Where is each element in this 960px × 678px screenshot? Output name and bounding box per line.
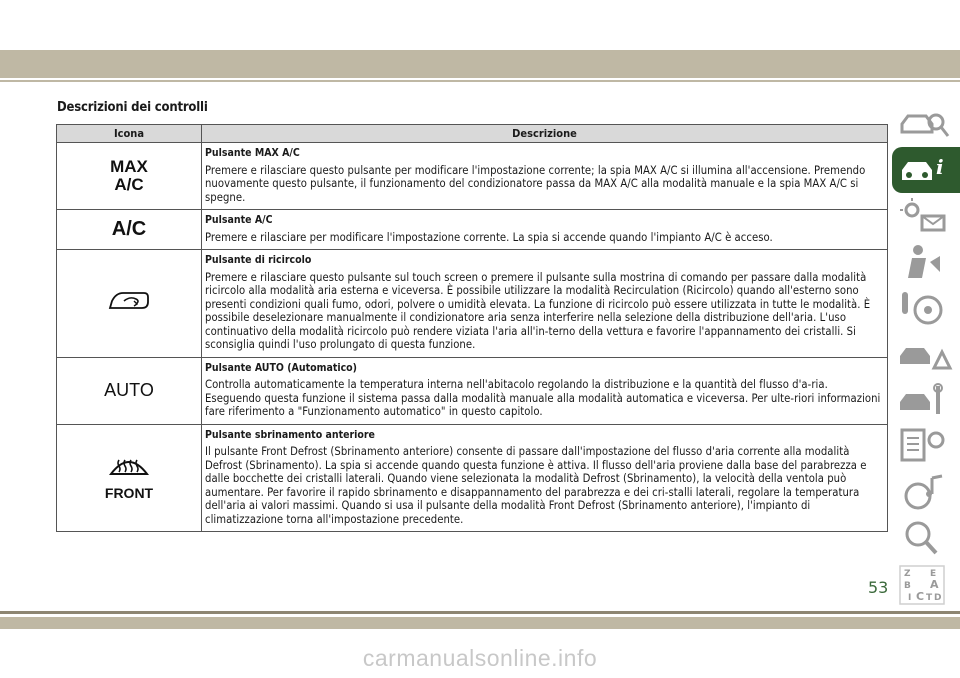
steering-wheel-icon xyxy=(896,288,956,328)
row-text: Premere e rilasciare questo pulsante per modificare l'impostazione corrente; la spia MAX A/C si illumina all'accensione. Premendo nuovamente questo pulsante, il funzionamento del condizionatore passa da MAX A/C alla modalità manuale e la spia MAX A/C si spegne. xyxy=(205,163,866,204)
nav-steering[interactable] xyxy=(892,285,960,331)
table-row xyxy=(57,357,888,424)
row-title: Pulsante MAX A/C xyxy=(205,147,300,159)
footer-band xyxy=(0,617,960,629)
table-header-row xyxy=(57,125,888,143)
table-row xyxy=(57,210,888,250)
breakdown-warning-icon xyxy=(896,334,956,374)
index-letter: D xyxy=(934,593,942,603)
max-ac-icon xyxy=(57,143,202,210)
max-ac-label-line2: A/C xyxy=(114,175,144,194)
index-letter: C xyxy=(916,590,925,603)
index-letter: B xyxy=(904,581,911,591)
safety-airbag-icon xyxy=(896,242,956,282)
controls-table xyxy=(56,124,888,532)
warning-lights-icon xyxy=(896,196,956,236)
index-icon xyxy=(896,564,956,608)
ac-icon xyxy=(57,210,202,250)
chapter-sidebar xyxy=(892,101,960,607)
nav-specifications[interactable] xyxy=(892,423,960,469)
multimedia-icon xyxy=(896,472,956,512)
nav-search[interactable] xyxy=(892,515,960,561)
footer-rule xyxy=(0,611,960,614)
index-letter: Z xyxy=(904,569,911,579)
nav-car-search[interactable] xyxy=(892,101,960,147)
row-text: Controlla automaticamente la temperatura interna nell'abitacolo regolando la distribuzione e la quantità del flusso d'a-ria. Eseguendo questa funzione il sistema passa dalla modalità manuale alla modalità automatica e viceversa. Per ulte-riori informazioni fare riferimento a "Funzionamento automatico" in questo capitolo. xyxy=(205,378,881,418)
front-label: FRONT xyxy=(104,485,154,502)
index-letter: E xyxy=(930,569,937,579)
table-row xyxy=(57,424,888,532)
recirculation-icon xyxy=(57,250,202,358)
search-icon xyxy=(896,518,956,558)
auto-icon xyxy=(57,357,202,424)
specifications-icon xyxy=(896,426,956,466)
row-title: Pulsante sbrinamento anteriore xyxy=(205,428,375,441)
row-text: Premere e rilasciare per modificare l'impostazione corrente. La spia si accende quando l'impianto A/C è acceso. xyxy=(205,230,773,244)
nav-breakdown[interactable] xyxy=(892,331,960,377)
nav-warning-lights[interactable] xyxy=(892,193,960,239)
nav-index[interactable] xyxy=(892,561,960,607)
index-letter: I xyxy=(908,593,912,603)
row-description xyxy=(202,357,888,424)
page-number: 53 xyxy=(868,578,889,597)
table-row xyxy=(57,143,888,210)
nav-multimedia[interactable] xyxy=(892,469,960,515)
car-search-icon xyxy=(896,104,956,144)
front-defrost-icon xyxy=(57,424,202,532)
nav-car-info[interactable] xyxy=(892,147,960,193)
row-description xyxy=(202,424,888,532)
nav-service[interactable] xyxy=(892,377,960,423)
car-service-icon xyxy=(896,380,956,420)
index-letter: T xyxy=(926,593,933,603)
ac-label: A/C xyxy=(111,218,147,240)
svg-text:i: i xyxy=(936,155,944,179)
column-header-icon: Icona xyxy=(57,125,202,143)
header-rule xyxy=(0,80,960,82)
header-band xyxy=(0,50,960,78)
row-title: Pulsante AUTO (Automatico) xyxy=(205,361,357,374)
row-text: Il pulsante Front Defrost (Sbrinamento anteriore) consente di passare dall'impostazione del flusso d'aria corrente alla modalità Defrost (Sbrinamento). La spia si accende quando questa funzione è attiva. Il flusso dell'aria proviene dalla base del parabrezza e dalle bocchette dei cristalli laterali. Quando viene selezionata la modalità Defrost (Sbrinamento), la velocità della ventola può aumentare. Per favorire il rapido sbrinamento e disappannamento del parabrezza e dei cri-stalli laterali, regolare la temperatura dell'aria ai valori massimi. Quando si usa il pulsante della modalità Front Defrost (Sbrinamento anteriore), l'impianto di climatizzazione torna all'impostazione precedente. xyxy=(205,445,867,526)
auto-label: AUTO xyxy=(104,380,154,400)
watermark: carmanualsonline.info xyxy=(362,645,598,671)
row-text: Premere e rilasciare questo pulsante sul touch screen o premere il pulsante sulla mostrina di comando per passare dalla modalità ricircolo alla modalità aria esterna e viceversa. È possibile utilizzare la modalità Recirculation (Ricircolo) quando all'esterno sono presenti condizioni quali fumo, odori, polvere o umidità elevata. La funzione di ricircolo può essere utilizzata in tutte le modalità. È possibile deselezionare manualmente il condizionatore aria senza interferire nella selezione della distribuzione dell'aria. L'uso continuativo della modalità ricircolo può rendere viziata l'aria all'in-terno della vettura e favorire l'appannamento dei cristalli. Si sconsiglia quindi l'uso prolungato di questa funzione. xyxy=(205,270,871,351)
index-letter: A xyxy=(930,578,939,591)
section-title: Descrizioni dei controlli xyxy=(57,100,208,115)
row-title: Pulsante di ricircolo xyxy=(205,254,312,266)
row-description xyxy=(202,250,888,358)
nav-safety[interactable] xyxy=(892,239,960,285)
table-row xyxy=(57,250,888,358)
row-title: Pulsante A/C xyxy=(205,214,273,226)
column-header-description: Descrizione xyxy=(202,125,888,143)
max-ac-label-line1: MAX xyxy=(110,157,148,176)
row-description xyxy=(202,143,888,210)
car-info-icon xyxy=(896,150,956,190)
row-description xyxy=(202,210,888,250)
